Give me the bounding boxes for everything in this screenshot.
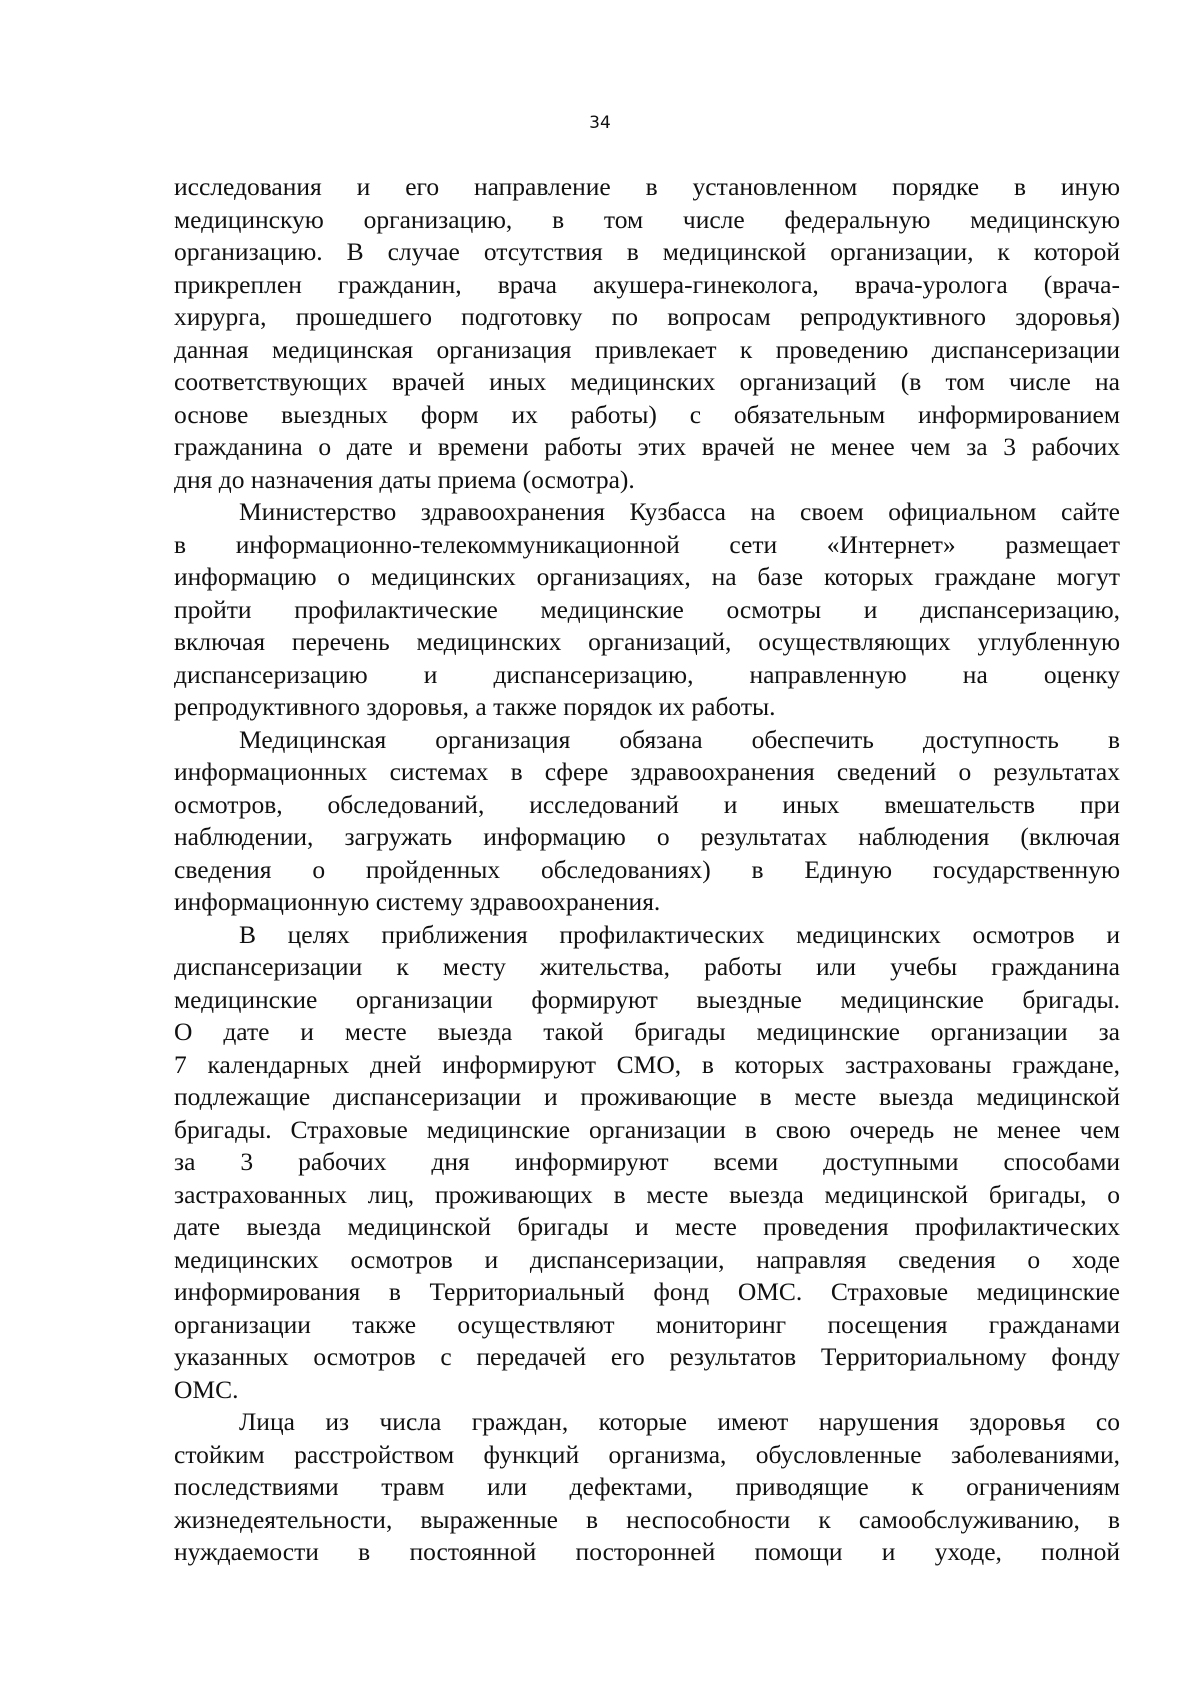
- text-line: нуждаемости в постоянной посторонней помощи и уходе, полной: [174, 1537, 1120, 1566]
- text-line: информацию о медицинских организациях, на базе которых граждане могут: [174, 562, 1120, 591]
- text-line: организации также осуществляют мониторинг посещения гражданами: [174, 1309, 1120, 1339]
- text-line: последствиями травм или дефектами, приводящие к ограничениям: [174, 1472, 1120, 1501]
- text-line: соответствующих врачей иных медицинских организаций (в том числе на: [174, 367, 1120, 396]
- page-number: 34: [589, 113, 611, 133]
- text-line: медицинские организации формируют выездные медицинские бригады.: [174, 984, 1120, 1014]
- text-line: за 3 рабочих дня информируют всеми доступными способами: [174, 1147, 1120, 1176]
- text-line: наблюдении, загружать информацию о результатах наблюдения (включая: [174, 822, 1120, 851]
- text-line: осмотров, обследований, исследований и иных вмешательств при: [174, 789, 1120, 819]
- text-line: бригады. Страховые медицинские организации в свою очередь не менее чем: [174, 1114, 1120, 1144]
- text-line: диспансеризацию и диспансеризацию, направленную на оценку: [174, 659, 1120, 689]
- text-line: информирования в Территориальный фонд ОМС. Страховые медицинские: [174, 1277, 1120, 1306]
- text-line: Медицинская организация обязана обеспечить доступность в: [239, 724, 1120, 754]
- text-line: гражданина о дате и времени работы этих врачей не менее чем за 3 рабочих: [174, 432, 1120, 461]
- text-line: застрахованных лиц, проживающих в месте выезда медицинской бригады, о: [174, 1179, 1120, 1209]
- text-line: сведения о пройденных обследованиях) в Единую государственную: [174, 854, 1120, 884]
- paragraph: [174, 171, 1120, 496]
- text-line: жизнедеятельности, выраженные в неспособности к самообслуживанию, в: [174, 1504, 1120, 1534]
- paragraph: [174, 919, 1120, 1407]
- text-line: указанных осмотров с передачей его результатов Территориальному фонду: [174, 1342, 1120, 1371]
- text-line: информационных системах в сфере здравоохранения сведений о результатах: [174, 757, 1120, 786]
- text-line: медицинскую организацию, в том числе федеральную медицинскую: [174, 204, 1120, 234]
- text-line: О дате и месте выезда такой бригады медицинские организации за: [174, 1017, 1120, 1046]
- text-line: ОМС.: [174, 1374, 239, 1404]
- text-line: репродуктивного здоровья, а также порядок их работы.: [174, 692, 776, 721]
- text-line: основе выездных форм их работы) с обязательным информированием: [174, 399, 1120, 429]
- document-body: [174, 171, 1120, 1569]
- text-line: стойким расстройством функций организма, обусловленные заболеваниями,: [174, 1439, 1120, 1469]
- text-line: Лица из числа граждан, которые имеют нарушения здоровья со: [239, 1407, 1120, 1436]
- text-line: информационную систему здравоохранения.: [174, 887, 661, 916]
- text-line: прикреплен гражданин, врача акушера-гинеколога, врача-уролога (врача-: [174, 269, 1120, 299]
- text-line: диспансеризации к месту жительства, работы или учебы гражданина: [174, 952, 1120, 981]
- text-line: медицинских осмотров и диспансеризации, направляя сведения о ходе: [174, 1244, 1120, 1274]
- text-line: дня до назначения даты приема (осмотра).: [174, 464, 635, 494]
- text-line: 7 календарных дней информируют СМО, в которых застрахованы граждане,: [174, 1049, 1120, 1079]
- text-line: дате выезда медицинской бригады и месте проведения профилактических: [174, 1212, 1120, 1241]
- paragraph: [174, 496, 1120, 724]
- text-line: исследования и его направление в установленном порядке в иную: [174, 172, 1120, 201]
- text-line: включая перечень медицинских организаций, осуществляющих углубленную: [174, 627, 1120, 656]
- text-line: организацию. В случае отсутствия в медицинской организации, к которой: [174, 237, 1120, 266]
- text-line: в информационно-телекоммуникационной сети «Интернет» размещает: [174, 529, 1120, 559]
- text-line: хирурга, прошедшего подготовку по вопросам репродуктивного здоровья): [174, 302, 1120, 331]
- paragraph: [174, 724, 1120, 919]
- text-line: данная медицинская организация привлекает к проведению диспансеризации: [174, 334, 1120, 364]
- text-line: подлежащие диспансеризации и проживающие в месте выезда медицинской: [174, 1082, 1120, 1111]
- paragraph: [174, 1406, 1120, 1569]
- text-line: В целях приближения профилактических медицинских осмотров и: [239, 919, 1120, 949]
- text-line: Министерство здравоохранения Кузбасса на своем официальном сайте: [239, 497, 1120, 526]
- text-line: пройти профилактические медицинские осмотры и диспансеризацию,: [174, 594, 1120, 624]
